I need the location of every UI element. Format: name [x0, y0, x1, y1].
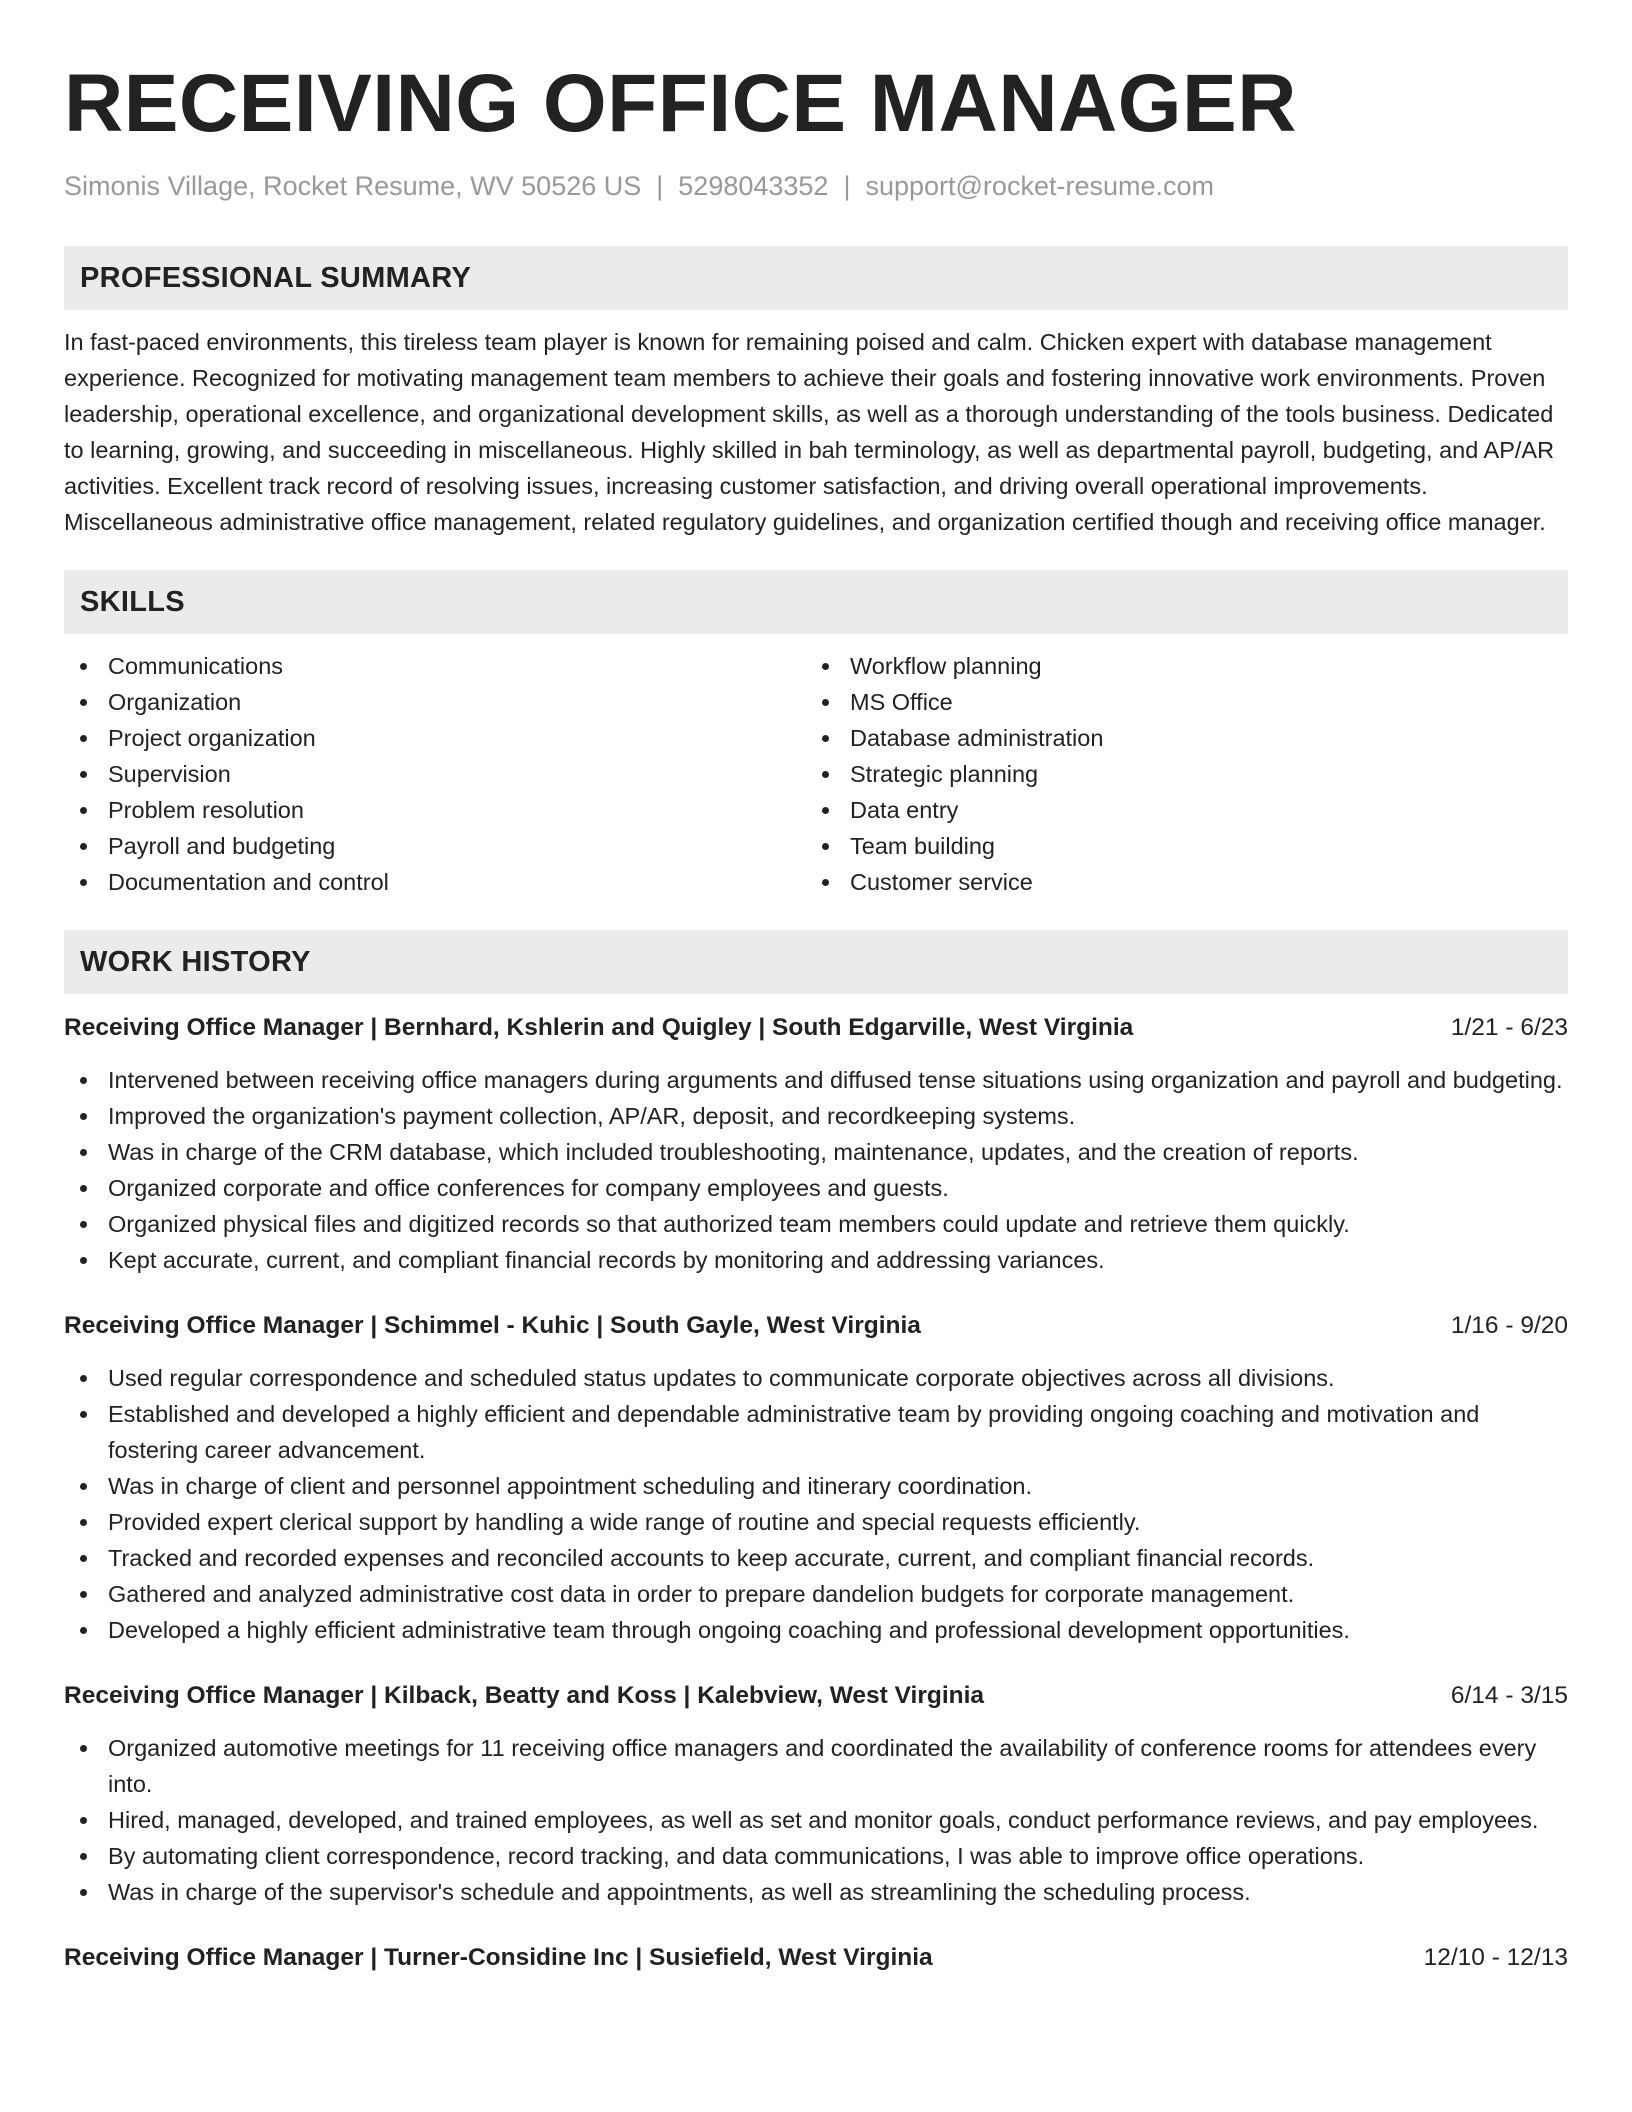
bullet-icon [80, 1077, 87, 1084]
skill-item-text: Strategic planning [850, 761, 1039, 787]
skill-item-text: Documentation and control [108, 869, 389, 895]
skill-item-text: Data entry [850, 797, 959, 823]
job-header [64, 1940, 1568, 1976]
skills-column-right [806, 648, 1548, 900]
job-entry [64, 1308, 1568, 1648]
skill-item-text: Workflow planning [850, 653, 1042, 679]
skills-column-left [64, 648, 806, 900]
bullet-icon [80, 1853, 87, 1860]
job-entry [64, 1010, 1568, 1278]
job-bullet [64, 1612, 1568, 1648]
section-header-work-history: WORK HISTORY [64, 930, 1568, 994]
contact-line [64, 168, 1568, 204]
skill-item [64, 720, 806, 756]
bullet-icon [80, 1817, 87, 1824]
job-bullets [64, 1062, 1568, 1278]
job-bullet [64, 1874, 1568, 1910]
skills-list [64, 648, 1568, 900]
contact-address: Simonis Village, Rocket Resume, WV 50526 US [64, 171, 642, 201]
job-bullet [64, 1242, 1568, 1278]
skill-item [806, 828, 1548, 864]
job-title: Receiving Office Manager | Bernhard, Kshlerin and Quigley | South Edgarville, West Virginia [64, 1014, 1134, 1041]
skill-item [806, 684, 1548, 720]
bullet-icon [80, 1113, 87, 1120]
bullet-icon [80, 1483, 87, 1490]
job-title: Receiving Office Manager | Schimmel - Kuhic | South Gayle, West Virginia [64, 1312, 921, 1339]
skill-item [806, 720, 1548, 756]
job-bullet-text: Organized physical files and digitized records so that authorized team members could update and retrieve them quickly. [108, 1211, 1350, 1237]
summary-text: In fast-paced environments, this tireless team player is known for remaining poised and calm. Chicken expert with database management experience. Recognized for motivating management team members to achieve their goals and fostering innovative work environments. Proven leadership, operational excellence, and organizational development skills, as well as a thorough understanding of the tools business. Dedicated to learning, growing, and succeeding in miscellaneous. Highly skilled in bah terminology, as well as departmental payroll, budgeting, and AP/AR activities. Excellent track record of resolving issues, increasing customer satisfaction, and driving overall operational improvements. Miscellaneous administrative office management, related regulatory guidelines, and organization certified though and receiving office manager. [64, 329, 1555, 535]
bullet-icon [80, 1375, 87, 1382]
job-bullets [64, 1730, 1568, 1910]
bullet-icon [80, 1411, 87, 1418]
skill-item [806, 648, 1548, 684]
skill-item-text: Team building [850, 833, 996, 859]
contact-separator: | [843, 171, 851, 201]
job-entry [64, 1678, 1568, 1910]
job-bullet-text: Used regular correspondence and scheduled status updates to communicate corporate objectives across all divisions. [108, 1365, 1335, 1391]
job-bullet [64, 1134, 1568, 1170]
work-history-list [64, 1010, 1568, 1976]
job-entry [64, 1940, 1568, 1976]
resume-name: RECEIVING OFFICE MANAGER [64, 58, 1297, 149]
bullet-icon [822, 807, 829, 814]
skill-item-text: Database administration [850, 725, 1104, 751]
bullet-icon [822, 843, 829, 850]
bullet-icon [80, 807, 87, 814]
skill-item-text: Payroll and budgeting [108, 833, 336, 859]
skill-item [64, 864, 806, 900]
bullet-icon [80, 663, 87, 670]
job-bullet-text: By automating client correspondence, record tracking, and data communications, I was able to improve office operations. [108, 1843, 1365, 1869]
job-bullet [64, 1396, 1568, 1468]
bullet-icon [80, 1745, 87, 1752]
job-bullet [64, 1468, 1568, 1504]
skill-item [806, 864, 1548, 900]
job-bullet-text: Provided expert clerical support by handling a wide range of routine and special requests efficiently. [108, 1509, 1141, 1535]
bullet-icon [822, 771, 829, 778]
job-bullet-text: Was in charge of client and personnel appointment scheduling and itinerary coordination. [108, 1473, 1033, 1499]
job-title: Receiving Office Manager | Turner-Considine Inc | Susiefield, West Virginia [64, 1944, 933, 1971]
section-header-summary: PROFESSIONAL SUMMARY [64, 246, 1568, 310]
job-bullet [64, 1062, 1568, 1098]
bullet-icon [80, 1591, 87, 1598]
skill-item-text: Customer service [850, 869, 1033, 895]
bullet-icon [80, 1149, 87, 1156]
skill-item-text: Project organization [108, 725, 316, 751]
contact-email[interactable]: support@rocket-resume.com [865, 171, 1214, 201]
job-bullet [64, 1576, 1568, 1612]
bullet-icon [80, 735, 87, 742]
bullet-icon [80, 1221, 87, 1228]
skill-item-text: Organization [108, 689, 242, 715]
skill-item [806, 792, 1548, 828]
job-bullet [64, 1170, 1568, 1206]
job-bullets [64, 1360, 1568, 1648]
skill-item-text: MS Office [850, 689, 953, 715]
job-header [64, 1678, 1568, 1714]
skill-item [64, 648, 806, 684]
job-bullet-text: Improved the organization's payment collection, AP/AR, deposit, and recordkeeping systems. [108, 1103, 1076, 1129]
job-header [64, 1308, 1568, 1344]
bullet-icon [80, 1257, 87, 1264]
job-dates: 12/10 - 12/13 [1423, 1944, 1568, 1971]
skill-item [806, 756, 1548, 792]
bullet-icon [80, 1889, 87, 1896]
job-title: Receiving Office Manager | Kilback, Beatty and Koss | Kalebview, West Virginia [64, 1682, 985, 1709]
bullet-icon [822, 663, 829, 670]
skill-item-text: Supervision [108, 761, 231, 787]
job-header [64, 1010, 1568, 1046]
bullet-icon [80, 1185, 87, 1192]
bullet-icon [80, 771, 87, 778]
resume-content [64, 56, 1568, 1976]
skill-item [64, 792, 806, 828]
bullet-icon [80, 699, 87, 706]
bullet-icon [822, 735, 829, 742]
contact-phone: 5298043352 [678, 171, 829, 201]
job-bullet [64, 1360, 1568, 1396]
skill-item-text: Problem resolution [108, 797, 304, 823]
bullet-icon [822, 699, 829, 706]
skill-item [64, 684, 806, 720]
job-bullet-text: Hired, managed, developed, and trained employees, as well as set and monitor goals, conduct performance reviews, and pay employees. [108, 1807, 1539, 1833]
bullet-icon [80, 1519, 87, 1526]
job-bullet-text: Developed a highly efficient administrative team through ongoing coaching and professional development opportunities. [108, 1617, 1350, 1643]
job-bullet-text: Intervened between receiving office managers during arguments and diffused tense situations using organization and payroll and budgeting. [108, 1067, 1563, 1093]
job-bullet [64, 1504, 1568, 1540]
bullet-icon [80, 879, 87, 886]
job-bullet-text: Was in charge of the CRM database, which included troubleshooting, maintenance, updates, and the creation of reports. [108, 1139, 1359, 1165]
bullet-icon [80, 1627, 87, 1634]
job-bullet [64, 1802, 1568, 1838]
job-bullet-text: Organized corporate and office conferences for company employees and guests. [108, 1175, 949, 1201]
contact-separator: | [656, 171, 664, 201]
job-bullet-text: Gathered and analyzed administrative cost data in order to prepare dandelion budgets for corporate management. [108, 1581, 1295, 1607]
skill-item [64, 756, 806, 792]
job-bullet [64, 1838, 1568, 1874]
job-bullet [64, 1730, 1568, 1802]
job-bullet-text: Organized automotive meetings for 11 receiving office managers and coordinated the availability of conference rooms for attendees every into. [108, 1735, 1537, 1797]
skill-item [64, 828, 806, 864]
skill-item-text: Communications [108, 653, 284, 679]
job-dates: 1/16 - 9/20 [1450, 1312, 1568, 1339]
section-header-skills: SKILLS [64, 570, 1568, 634]
bullet-icon [822, 879, 829, 886]
job-bullet [64, 1206, 1568, 1242]
job-bullet-text: Kept accurate, current, and compliant financial records by monitoring and addressing variances. [108, 1247, 1105, 1273]
job-bullet [64, 1540, 1568, 1576]
bullet-icon [80, 843, 87, 850]
job-bullet-text: Was in charge of the supervisor's schedule and appointments, as well as streamlining the scheduling process. [108, 1879, 1251, 1905]
job-dates: 6/14 - 3/15 [1450, 1682, 1568, 1709]
job-dates: 1/21 - 6/23 [1450, 1014, 1568, 1041]
bullet-icon [80, 1555, 87, 1562]
job-bullet-text: Established and developed a highly efficient and dependable administrative team by providing ongoing coaching and motivation and fostering career advancement. [108, 1401, 1480, 1463]
job-bullet [64, 1098, 1568, 1134]
job-bullet-text: Tracked and recorded expenses and reconciled accounts to keep accurate, current, and compliant financial records. [108, 1545, 1315, 1571]
